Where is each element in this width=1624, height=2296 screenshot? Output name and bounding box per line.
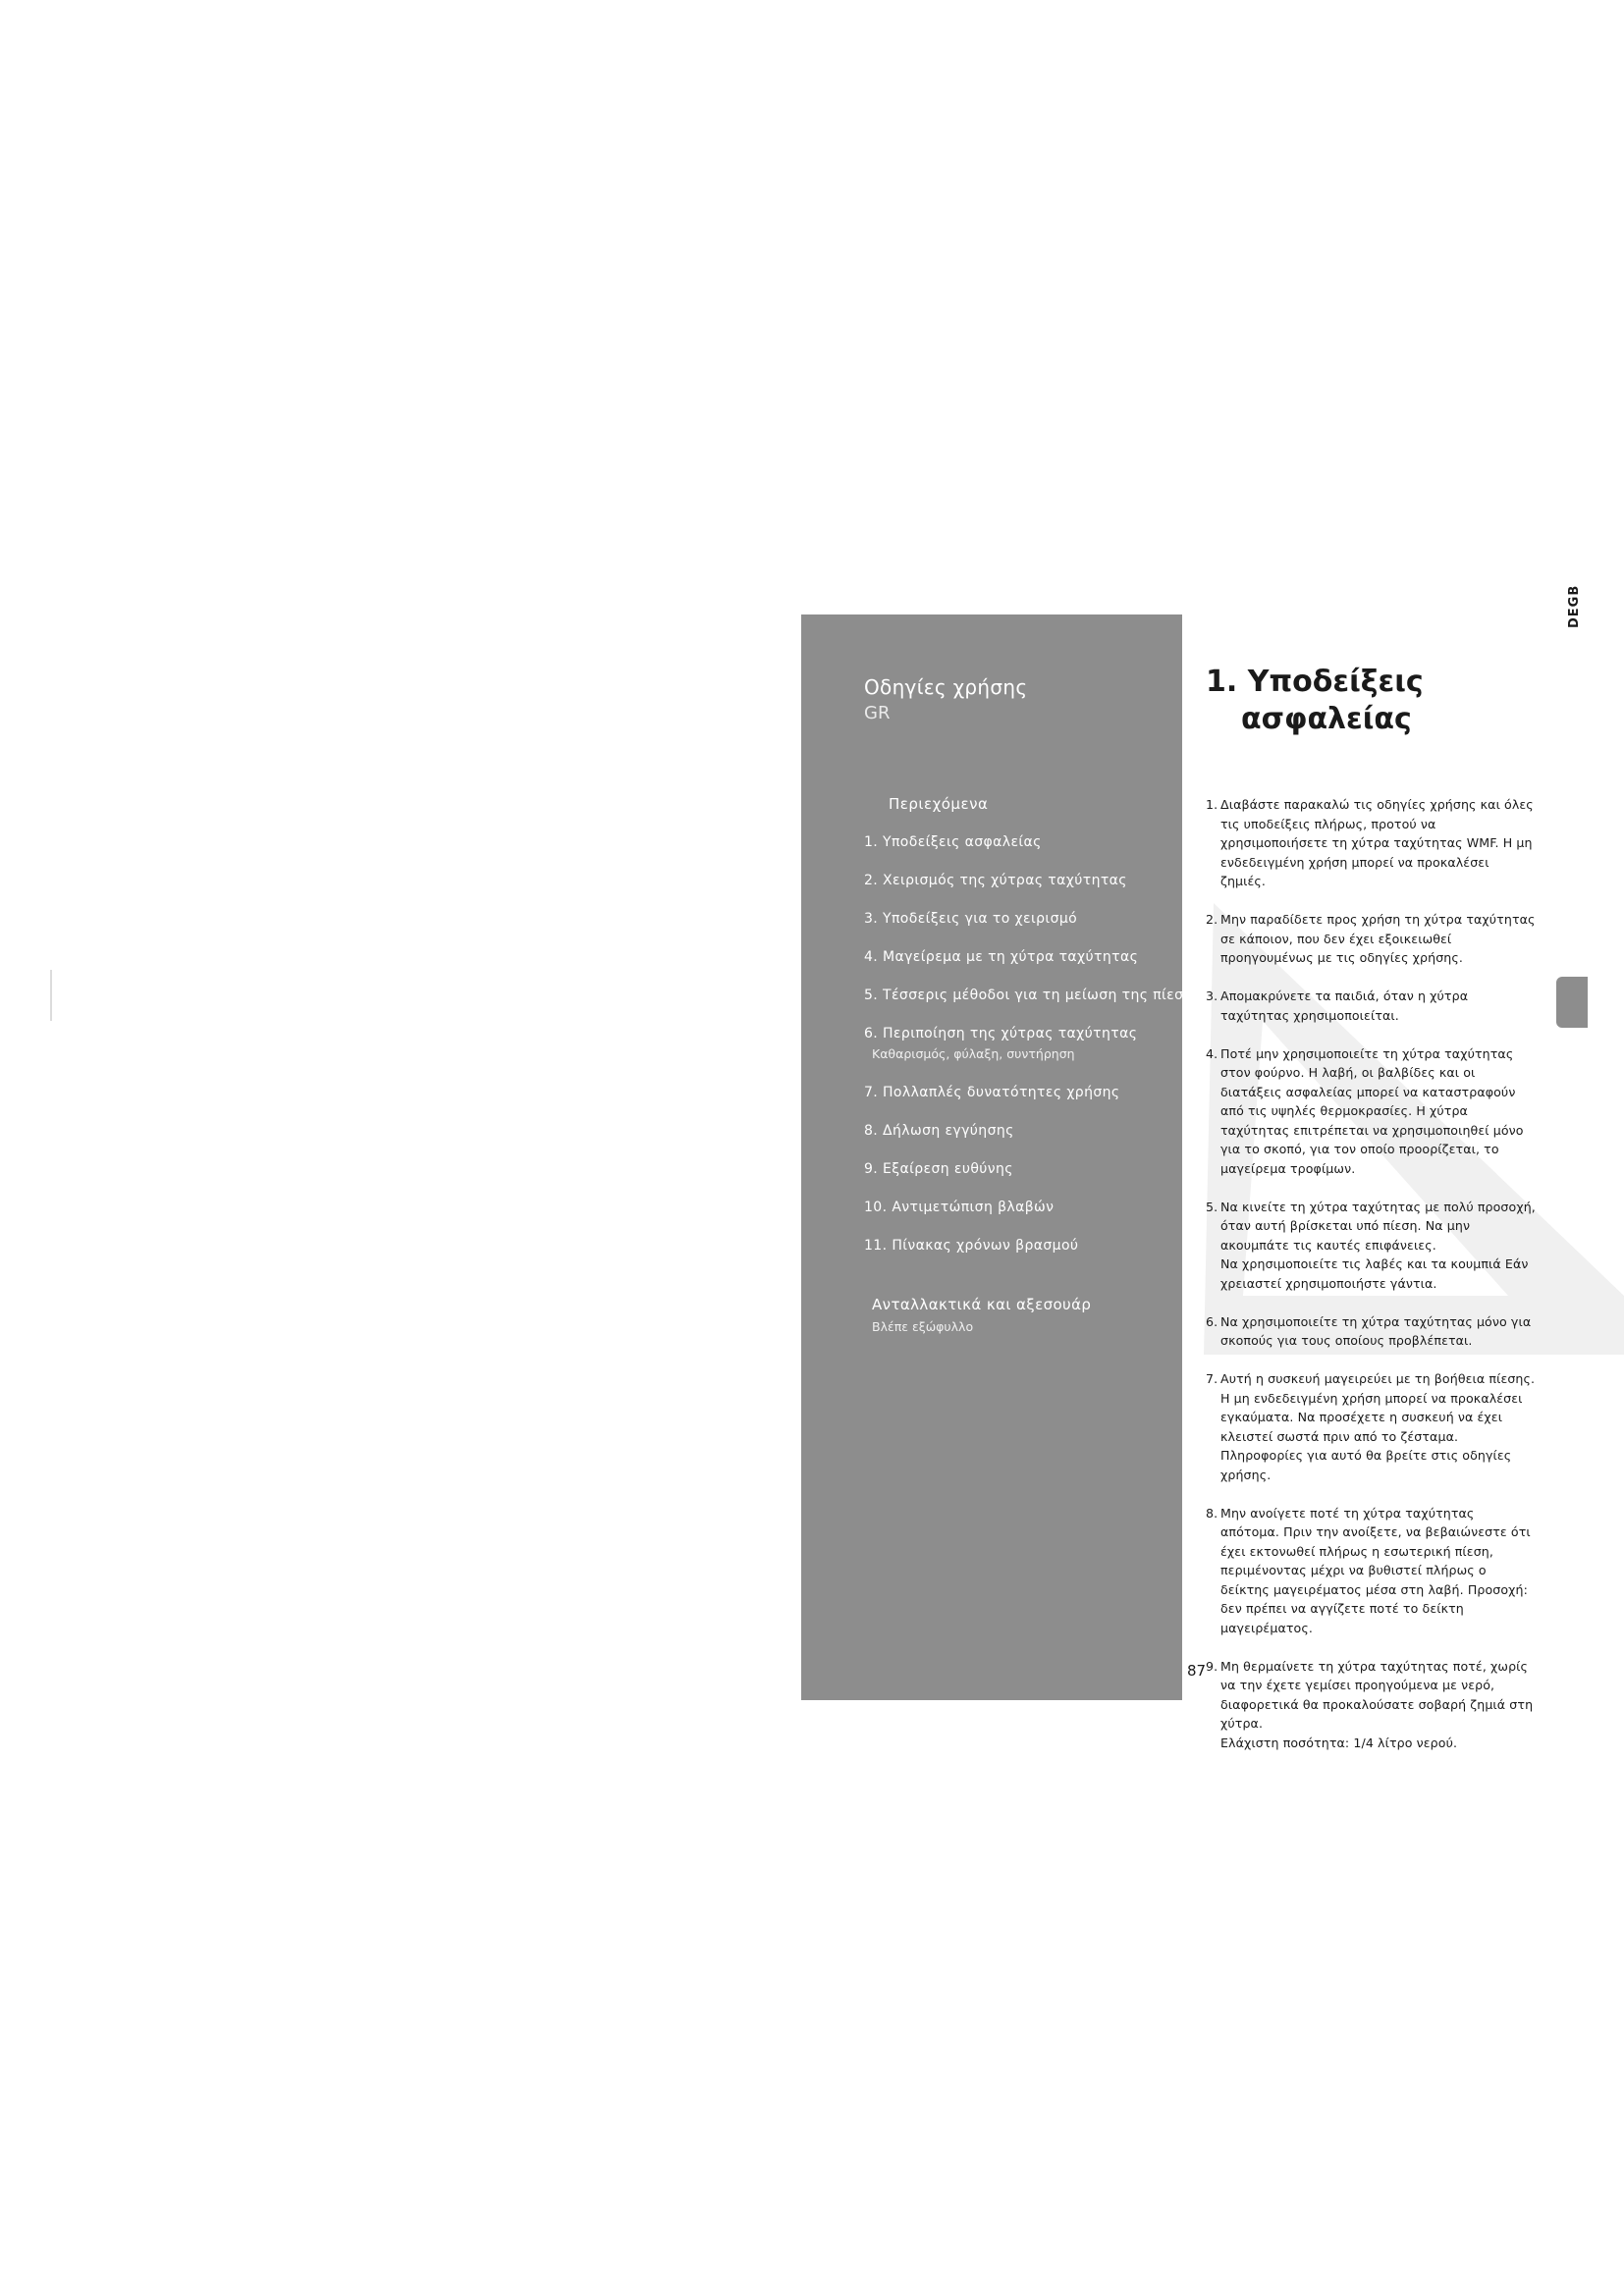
toc-item[interactable] [864, 911, 1176, 949]
toc-item-subtitle: Καθαρισμός, φύλαξη, συντήρηση [872, 1046, 1075, 1061]
rule-number: 8. [1206, 1505, 1218, 1521]
toc-item[interactable] [864, 873, 1176, 911]
section-title-line1: 1. Υποδείξεις [1206, 665, 1424, 699]
safety-rule [1206, 987, 1536, 1025]
page-number: 87 [1187, 1662, 1207, 1680]
safety-section [1206, 664, 1536, 1772]
table-of-contents [864, 834, 1202, 1276]
safety-rule [1206, 1044, 1536, 1179]
toc-item[interactable] [864, 834, 1176, 873]
accessories-reference: Βλέπε εξώφυλλο [872, 1319, 974, 1334]
toc-item-label: 5. Τέσσερις μέθοδοι για τη μείωση της πίεσης [864, 988, 1202, 1003]
toc-item[interactable] [864, 1085, 1176, 1123]
accessories-note [872, 1296, 1091, 1334]
rule-number: 7. [1206, 1371, 1218, 1386]
safety-rule [1206, 1369, 1536, 1484]
rule-number: 6. [1206, 1313, 1218, 1329]
toc-item-label: 10. Αντιμετώπιση βλαβών [864, 1200, 1055, 1215]
rule-text: Να κινείτε τη χύτρα ταχύτητας με πολύ προσοχή, όταν αυτή βρίσκεται υπό πίεση. Να μην ακουμπάτε τις καυτές επιφάνειες. [1220, 1199, 1536, 1253]
accessories-title: Ανταλλακτικά και αξεσουάρ [872, 1296, 1092, 1313]
section-tab-marker [1556, 977, 1588, 1028]
rule-text: Αυτή η συσκευή μαγειρεύει με τη βοήθεια πίεσης. Η μη ενδεδειγμένη χρήση μπορεί να προκαλέσει εγκαύματα. Να προσέχετε η συσκευή να έχει κλειστεί σωστά πριν από το ζέσταμα. Πληροφορίες για αυτό θα βρείτε στις οδηγίες χρήσης. [1220, 1371, 1536, 1482]
toc-item[interactable] [864, 1123, 1176, 1161]
rule-number: 1. [1206, 797, 1218, 812]
rule-number: 4. [1206, 1045, 1218, 1061]
rule-text: Μην ανοίγετε ποτέ τη χύτρα ταχύτητας απότομα. Πριν την ανοίξετε, να βεβαιώνεστε ότι έχει εκτονωθεί πλήρως η εσωτερική πίεση, περιμένοντας μέχρι να βυθιστεί πλήρως ο δείκτης μαγειρέματος μέσα στη λαβή. Προσοχή: δεν πρέπει να αγγίζετε ποτέ το δείκτη μαγειρέματος. [1220, 1505, 1531, 1635]
safety-rule [1206, 795, 1536, 891]
toc-item[interactable] [864, 1200, 1176, 1238]
toc-item[interactable] [864, 949, 1176, 988]
rule-extra-text: Ελάχιστη ποσότητα: 1/4 λίτρο νερού. [1220, 1735, 1458, 1750]
toc-item-label: 3. Υποδείξεις για το χειρισμό [864, 911, 1078, 927]
rule-text: Μη θερμαίνετε τη χύτρα ταχύτητας ποτέ, χωρίς να την έχετε γεμίσει προηγούμενα με νερό, διαφορετικά θα προκαλούσατε σοβαρή ζημιά στη χύτρα. [1220, 1658, 1534, 1731]
toc-item-label: 9. Εξαίρεση ευθύνης [864, 1161, 1013, 1177]
rule-number: 5. [1206, 1199, 1218, 1214]
language-code: GR [864, 703, 891, 723]
safety-rule [1206, 1312, 1536, 1351]
section-title [1206, 664, 1536, 738]
safety-rule [1206, 1198, 1536, 1294]
rule-number: 2. [1206, 912, 1218, 927]
manual-title: Οδηγίες χρήσης [864, 675, 1028, 699]
rule-text: Ποτέ μην χρησιμοποιείτε τη χύτρα ταχύτητας στον φούρνο. Η λαβή, οι βαλβίδες και οι διατάξεις ασφαλείας μπορεί να καταστραφούν από τις υψηλές θερμοκρασίες. Η χύτρα ταχύτητας επιτρέπεται να χρησιμοποιηθεί μόνο για το σκοπό, για τον οποίο προορίζεται, το μαγείρεμα τροφίμων. [1220, 1045, 1524, 1176]
rule-number: 3. [1206, 988, 1218, 1003]
toc-item-label: 2. Χειρισμός της χύτρας ταχύτητας [864, 873, 1127, 888]
language-side-label: DEGB [1567, 584, 1582, 628]
toc-item-label: 6. Περιποίηση της χύτρας ταχύτητας [864, 1026, 1138, 1041]
toc-item-label: 8. Δήλωση εγγύησης [864, 1123, 1014, 1139]
safety-rules-list [1206, 795, 1536, 1752]
rule-text: Απομακρύνετε τα παιδιά, όταν η χύτρα ταχύτητας χρησιμοποιείται. [1220, 988, 1469, 1023]
toc-item-label: 7. Πολλαπλές δυνατότητες χρήσης [864, 1085, 1120, 1100]
safety-rule [1206, 1657, 1536, 1753]
margin-mark [50, 970, 52, 1021]
toc-item-label: 11. Πίνακας χρόνων βρασμού [864, 1238, 1079, 1254]
toc-item[interactable] [864, 1161, 1176, 1200]
toc-item-label: 4. Μαγείρεμα με τη χύτρα ταχύτητας [864, 949, 1139, 965]
section-title-line2: ασφαλείας [1241, 702, 1412, 736]
rule-text: Μην παραδίδετε προς χρήση τη χύτρα ταχύτητας σε κάποιον, που δεν έχει εξοικειωθεί προηγουμένως με τις οδηγίες χρήσης. [1220, 912, 1536, 965]
rule-extra-text: Να χρησιμοποιείτε τις λαβές και τα κουμπιά Εάν χρειαστεί χρησιμοποιήστε γάντια. [1220, 1256, 1529, 1291]
toc-heading: Περιεχόμενα [889, 795, 989, 813]
toc-item-label: 1. Υποδείξεις ασφαλείας [864, 834, 1042, 850]
safety-rule [1206, 1504, 1536, 1638]
toc-item[interactable] [864, 1026, 1176, 1085]
rule-text: Διαβάστε παρακαλώ τις οδηγίες χρήσης και όλες τις υποδείξεις πλήρως, προτού να χρησιμοποιήσετε τη χύτρα ταχύτητας WMF. Η μη ενδεδειγμένη χρήση μπορεί να προκαλέσει ζημιές. [1220, 797, 1534, 888]
toc-item[interactable] [864, 1238, 1176, 1276]
rule-text: Να χρησιμοποιείτε τη χύτρα ταχύτητας μόνο για σκοπούς για τους οποίους προβλέπεται. [1220, 1313, 1532, 1348]
rule-number: 9. [1206, 1658, 1218, 1674]
safety-rule [1206, 910, 1536, 968]
toc-item[interactable] [864, 988, 1202, 1026]
